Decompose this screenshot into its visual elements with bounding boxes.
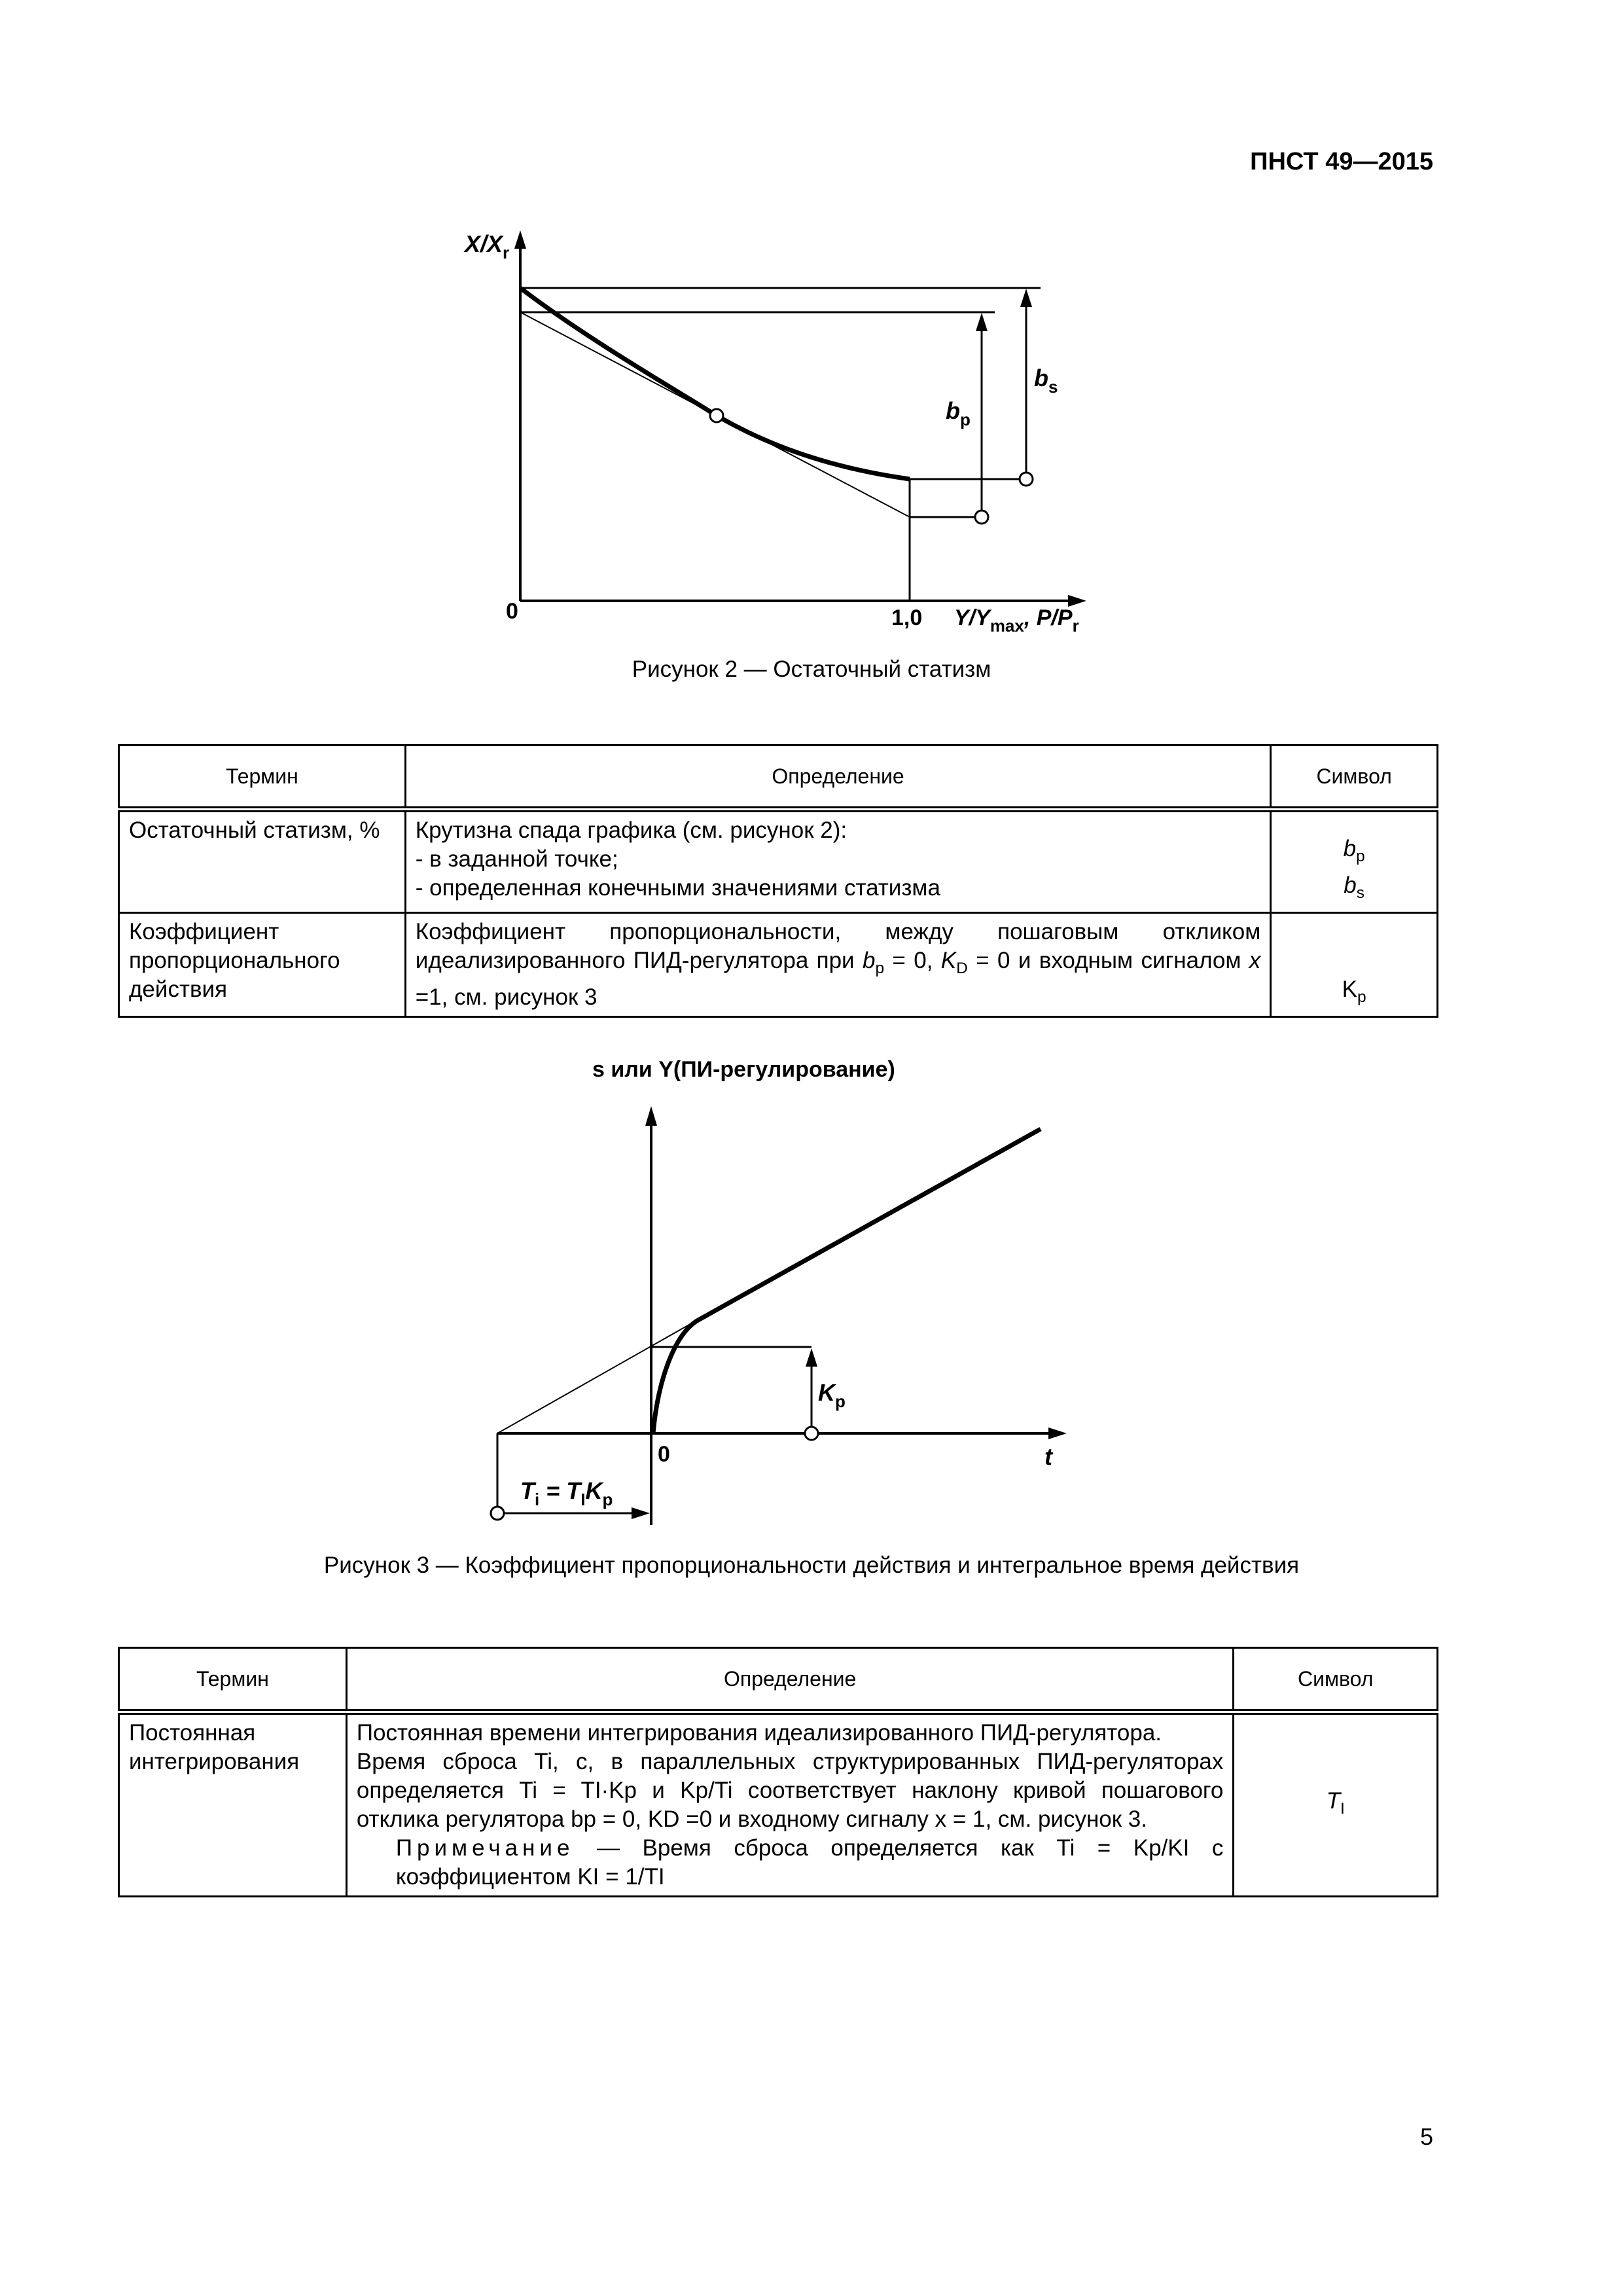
definition-line: - определенная конечными значениями статизма bbox=[415, 875, 940, 901]
bp-endpoint bbox=[975, 511, 988, 524]
definition-line: Постоянная времени интегрирования идеализированного ПИД-регулятора. bbox=[356, 1720, 1162, 1746]
term-cell: Остаточный статизм, % bbox=[119, 810, 406, 913]
y-axis-label: $X/X_r$ bbox=[465, 230, 510, 262]
figure-3-pi-response bbox=[0, 1021, 1623, 1545]
x-axis-label: $Y/Y_{max}$, $P/P_r$ bbox=[954, 605, 1079, 636]
table-row bbox=[119, 810, 1438, 913]
symbol-cell bbox=[1271, 810, 1438, 913]
table-row bbox=[119, 1712, 1438, 1897]
x-axis-label: t bbox=[1044, 1443, 1052, 1470]
document-id: ПНСТ 49—2015 bbox=[1250, 148, 1433, 175]
kp-arrow-head bbox=[806, 1348, 817, 1367]
table-header-row bbox=[119, 745, 1438, 810]
definition-cell: Коэффициент пропорциональности, между пошаговым откликом идеализированного ПИД-регулятора при $b_p = 0$, $K_D = 0$ и входным сигналом x =1, см. рисунок 3 bbox=[405, 913, 1271, 1017]
symbol-kp: $K_p$ bbox=[1342, 977, 1366, 1006]
symbol-cell bbox=[1234, 1712, 1438, 1897]
definition-cell bbox=[346, 1712, 1234, 1897]
terms-table-2 bbox=[118, 1647, 1438, 1897]
symbol-bp: $b_p$ bbox=[1343, 836, 1365, 865]
step-response-curve bbox=[653, 1129, 1041, 1433]
figure-2-caption: Рисунок 2 — Остаточный статизм bbox=[632, 656, 991, 682]
symbol-cell bbox=[1271, 913, 1438, 1017]
bp-label: $b_p$ bbox=[946, 397, 971, 429]
y-axis-arrow bbox=[514, 230, 526, 249]
y-axis-label: s или Y(ПИ-регулирование) bbox=[592, 1057, 895, 1082]
ti-arrow-head bbox=[632, 1507, 650, 1519]
x-axis-arrow bbox=[1048, 1427, 1067, 1439]
header-term: Термин bbox=[119, 745, 406, 810]
table-row bbox=[119, 913, 1438, 1017]
bs-endpoint bbox=[1020, 473, 1033, 486]
terms-table-1 bbox=[118, 744, 1438, 1018]
definition-line: Время сброса Ti, с, в параллельных структурированных ПИД-регуляторах определяется Ti = TI·Kp и Kp/Ti соответствует наклону кривой пошагового отклика регулятора bp = 0, KD =0 и входному сигналу x = 1, см. рисунок 3. bbox=[356, 1749, 1224, 1832]
table-header-row bbox=[119, 1648, 1438, 1712]
origin-label: 0 bbox=[506, 599, 518, 624]
term-cell: Коэффициент пропорционального действия bbox=[119, 913, 406, 1017]
x-tick-label: 1,0 bbox=[891, 605, 923, 630]
origin-label: 0 bbox=[658, 1442, 670, 1467]
header-term: Термин bbox=[119, 1648, 347, 1712]
header-definition: Определение bbox=[346, 1648, 1234, 1712]
figure-2-residual-droop bbox=[0, 0, 1623, 655]
header-symbol: Символ bbox=[1234, 1648, 1438, 1712]
droop-curve bbox=[520, 288, 910, 479]
bs-label: $b_s$ bbox=[1034, 365, 1058, 397]
figure-3-caption: Рисунок 3 — Коэффициент пропорциональности действия и интегральное время действия bbox=[323, 1552, 1300, 1578]
operating-point bbox=[710, 409, 723, 422]
bs-arrow-head bbox=[1020, 289, 1032, 307]
symbol-bs: $b_s$ bbox=[1344, 872, 1364, 902]
page-number: 5 bbox=[1419, 2123, 1433, 2150]
y-axis-arrow bbox=[645, 1106, 657, 1126]
bp-arrow-head bbox=[976, 313, 988, 331]
definition-line: Крутизна спада графика (см. рисунок 2): bbox=[415, 817, 847, 843]
kp-endpoint bbox=[805, 1427, 818, 1440]
definition-line: - в заданной точке; bbox=[415, 846, 618, 872]
kp-label: $K_p$ bbox=[818, 1379, 846, 1411]
definition-cell bbox=[405, 810, 1271, 913]
header-definition: Определение bbox=[405, 745, 1271, 810]
header-symbol: Символ bbox=[1271, 745, 1438, 810]
ti-endpoint bbox=[491, 1507, 504, 1520]
ti-label: $T_i = T_IK_p$ bbox=[520, 1477, 613, 1509]
symbol-ti: $T_I$ bbox=[1326, 1788, 1345, 1818]
definition-note: Примечание — Время сброса определяется как Ti = Kp/KI с коэффициентом KI = 1/TI bbox=[395, 1835, 1224, 1890]
term-cell: Постоянная интегрирования bbox=[119, 1712, 347, 1897]
